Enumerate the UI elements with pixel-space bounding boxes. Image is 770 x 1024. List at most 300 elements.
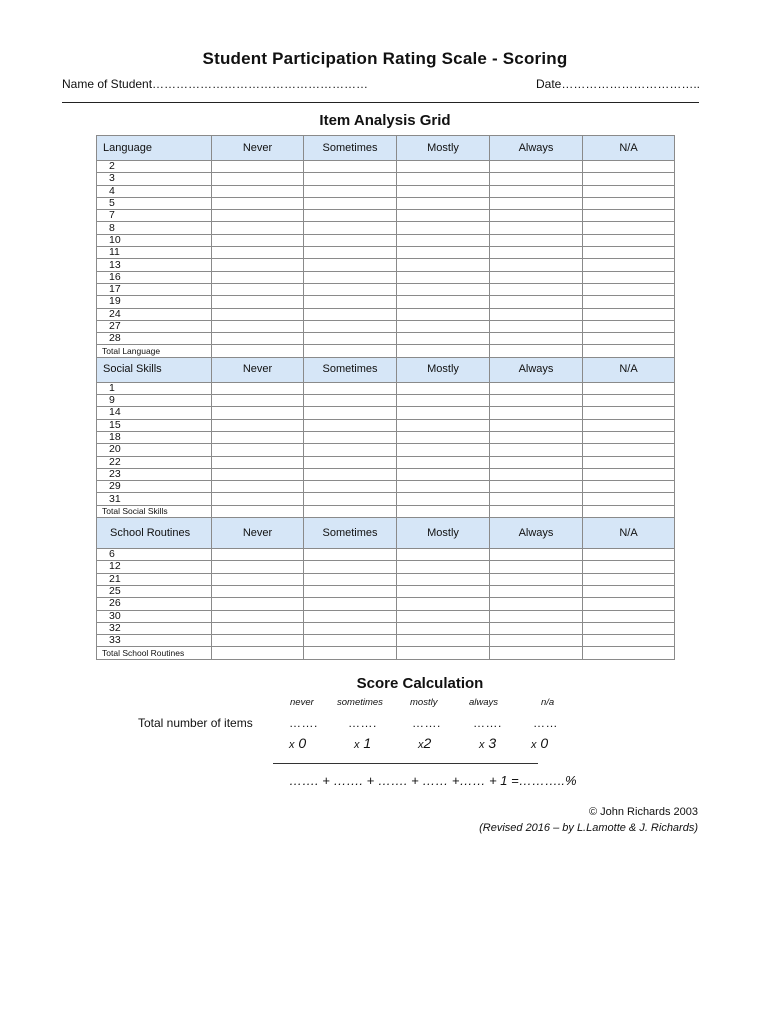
item-row [97, 573, 675, 585]
item-number: 28 [97, 333, 212, 345]
rating-cell[interactable] [304, 549, 397, 561]
rating-cell[interactable] [490, 585, 583, 597]
rating-cell[interactable] [304, 431, 397, 443]
rating-cell[interactable] [397, 468, 490, 480]
rating-cell[interactable] [304, 283, 397, 295]
rating-cell[interactable] [397, 222, 490, 234]
rating-cell[interactable] [397, 333, 490, 345]
always-count-blank[interactable]: ……. [473, 716, 502, 730]
rating-cell[interactable] [397, 585, 490, 597]
column-header: Mostly [397, 357, 490, 382]
rating-cell[interactable] [397, 635, 490, 647]
rating-cell[interactable] [583, 210, 675, 222]
rating-cell[interactable] [583, 561, 675, 573]
total-row [97, 345, 675, 357]
rating-cell[interactable] [490, 549, 583, 561]
rating-cell[interactable] [490, 431, 583, 443]
rating-cell[interactable] [212, 296, 304, 308]
item-number: 3 [97, 173, 212, 185]
item-row [97, 635, 675, 647]
rating-cell[interactable] [304, 296, 397, 308]
rating-cell[interactable] [583, 481, 675, 493]
calc-col-never: never [290, 697, 314, 708]
rating-cell[interactable] [212, 395, 304, 407]
item-row [97, 561, 675, 573]
rating-cell[interactable] [583, 444, 675, 456]
date-field[interactable]: Date…………………………….. [536, 77, 701, 91]
rating-cell[interactable] [397, 444, 490, 456]
rating-cell[interactable] [583, 382, 675, 394]
item-row [97, 622, 675, 634]
score-formula: ……. + ……. + ……. + …… +…… + 1 =………..% [289, 773, 577, 788]
rating-cell[interactable] [304, 308, 397, 320]
total-cell[interactable] [583, 505, 675, 517]
multiplier-sometimes: x 1 [354, 735, 372, 751]
rating-cell[interactable] [212, 407, 304, 419]
total-label: Total School Routines [97, 647, 212, 659]
rating-cell[interactable] [583, 493, 675, 505]
rating-cell[interactable] [397, 561, 490, 573]
column-header: Sometimes [304, 357, 397, 382]
item-number: 27 [97, 320, 212, 332]
rating-cell[interactable] [304, 635, 397, 647]
calc-col-sometimes: sometimes [337, 697, 383, 708]
item-row [97, 296, 675, 308]
rating-cell[interactable] [397, 456, 490, 468]
item-row [97, 271, 675, 283]
rating-cell[interactable] [397, 259, 490, 271]
rating-cell[interactable] [583, 468, 675, 480]
item-number: 10 [97, 234, 212, 246]
rating-cell[interactable] [397, 395, 490, 407]
rating-cell[interactable] [583, 333, 675, 345]
item-row [97, 407, 675, 419]
calculation-divider [273, 763, 538, 764]
section-header-language [97, 136, 675, 161]
rating-cell[interactable] [212, 333, 304, 345]
item-number: 8 [97, 222, 212, 234]
rating-cell[interactable] [397, 481, 490, 493]
item-number: 17 [97, 283, 212, 295]
item-row [97, 283, 675, 295]
item-row [97, 493, 675, 505]
rating-cell[interactable] [304, 234, 397, 246]
rating-cell[interactable] [583, 407, 675, 419]
total-cell[interactable] [212, 345, 304, 357]
total-label: Total Social Skills [97, 505, 212, 517]
mostly-count-blank[interactable]: ……. [412, 716, 441, 730]
rating-cell[interactable] [583, 247, 675, 259]
rating-cell[interactable] [490, 444, 583, 456]
item-number: 16 [97, 271, 212, 283]
rating-cell[interactable] [304, 210, 397, 222]
rating-cell[interactable] [212, 431, 304, 443]
rating-cell[interactable] [583, 308, 675, 320]
item-number: 20 [97, 444, 212, 456]
column-header: Sometimes [304, 518, 397, 549]
item-row [97, 320, 675, 332]
rating-cell[interactable] [304, 573, 397, 585]
rating-cell[interactable] [490, 419, 583, 431]
rating-cell[interactable] [397, 622, 490, 634]
rating-cell[interactable] [212, 444, 304, 456]
column-header: Always [490, 136, 583, 161]
rating-cell[interactable] [212, 185, 304, 197]
rating-cell[interactable] [583, 296, 675, 308]
rating-cell[interactable] [397, 419, 490, 431]
rating-cell[interactable] [212, 622, 304, 634]
rating-cell[interactable] [212, 161, 304, 173]
rating-cell[interactable] [304, 197, 397, 209]
rating-cell[interactable] [583, 585, 675, 597]
rating-cell[interactable] [490, 622, 583, 634]
total-cell[interactable] [304, 505, 397, 517]
total-items-label: Total number of items [138, 716, 253, 730]
rating-cell[interactable] [490, 573, 583, 585]
column-header: N/A [583, 136, 675, 161]
rating-cell[interactable] [490, 222, 583, 234]
column-header: Always [490, 357, 583, 382]
score-calculation-title: Score Calculation [356, 675, 484, 692]
item-number: 5 [97, 197, 212, 209]
rating-cell[interactable] [212, 635, 304, 647]
sometimes-count-blank[interactable]: ……. [348, 716, 377, 730]
rating-cell[interactable] [212, 493, 304, 505]
rating-cell[interactable] [490, 197, 583, 209]
item-row [97, 161, 675, 173]
rating-cell[interactable] [490, 635, 583, 647]
item-row [97, 468, 675, 480]
rating-cell[interactable] [304, 173, 397, 185]
rating-cell[interactable] [490, 481, 583, 493]
total-cell[interactable] [490, 345, 583, 357]
item-number: 1 [97, 382, 212, 394]
rating-cell[interactable] [397, 161, 490, 173]
column-header: N/A [583, 518, 675, 549]
rating-cell[interactable] [304, 561, 397, 573]
item-row [97, 222, 675, 234]
rating-cell[interactable] [304, 444, 397, 456]
rating-cell[interactable] [212, 234, 304, 246]
total-cell[interactable] [583, 345, 675, 357]
total-row [97, 647, 675, 659]
total-cell[interactable] [397, 647, 490, 659]
item-row [97, 419, 675, 431]
rating-cell[interactable] [490, 283, 583, 295]
rating-cell[interactable] [583, 161, 675, 173]
rating-cell[interactable] [212, 382, 304, 394]
item-number: 13 [97, 259, 212, 271]
rating-cell[interactable] [490, 382, 583, 394]
item-row [97, 610, 675, 622]
item-row [97, 481, 675, 493]
total-cell[interactable] [212, 647, 304, 659]
item-number: 21 [97, 573, 212, 585]
rating-cell[interactable] [212, 259, 304, 271]
item-number: 33 [97, 635, 212, 647]
rating-cell[interactable] [304, 247, 397, 259]
rating-cell[interactable] [212, 610, 304, 622]
rating-cell[interactable] [304, 395, 397, 407]
rating-cell[interactable] [583, 598, 675, 610]
rating-cell[interactable] [490, 493, 583, 505]
rating-cell[interactable] [583, 622, 675, 634]
rating-cell[interactable] [304, 493, 397, 505]
column-header: Never [212, 136, 304, 161]
column-header: N/A [583, 357, 675, 382]
item-number: 29 [97, 481, 212, 493]
rating-cell[interactable] [583, 197, 675, 209]
rating-cell[interactable] [212, 271, 304, 283]
item-number: 32 [97, 622, 212, 634]
total-cell[interactable] [583, 647, 675, 659]
multiplier-never: x 0 [289, 735, 307, 751]
item-row [97, 598, 675, 610]
rating-cell[interactable] [583, 173, 675, 185]
rating-cell[interactable] [397, 320, 490, 332]
rating-cell[interactable] [304, 382, 397, 394]
rating-cell[interactable] [490, 610, 583, 622]
item-row [97, 395, 675, 407]
rating-cell[interactable] [304, 598, 397, 610]
calc-col-always: always [469, 697, 499, 708]
rating-cell[interactable] [212, 308, 304, 320]
item-row [97, 333, 675, 345]
rating-cell[interactable] [397, 493, 490, 505]
item-row [97, 456, 675, 468]
rating-cell[interactable] [583, 283, 675, 295]
item-number: 30 [97, 610, 212, 622]
rating-cell[interactable] [212, 419, 304, 431]
rating-cell[interactable] [583, 320, 675, 332]
item-number: 22 [97, 456, 212, 468]
column-header: Never [212, 357, 304, 382]
rating-cell[interactable] [490, 395, 583, 407]
rating-cell[interactable] [212, 598, 304, 610]
item-row [97, 585, 675, 597]
rating-cell[interactable] [304, 622, 397, 634]
item-number: 4 [97, 185, 212, 197]
rating-cell[interactable] [304, 407, 397, 419]
item-number: 23 [97, 468, 212, 480]
rating-cell[interactable] [397, 210, 490, 222]
rating-cell[interactable] [212, 247, 304, 259]
rating-cell[interactable] [304, 271, 397, 283]
item-number: 19 [97, 296, 212, 308]
rating-cell[interactable] [397, 549, 490, 561]
column-header: Never [212, 518, 304, 549]
rating-cell[interactable] [490, 308, 583, 320]
item-number: 24 [97, 308, 212, 320]
item-row [97, 308, 675, 320]
section-label: Language [97, 136, 212, 161]
rating-cell[interactable] [583, 234, 675, 246]
total-row [97, 505, 675, 517]
item-row [97, 197, 675, 209]
multiplier-na: x 0 [531, 735, 549, 751]
rating-cell[interactable] [304, 585, 397, 597]
column-header: Mostly [397, 136, 490, 161]
rating-cell[interactable] [397, 234, 490, 246]
rating-cell[interactable] [583, 573, 675, 585]
item-row [97, 549, 675, 561]
item-analysis-grid [96, 135, 675, 660]
item-number: 14 [97, 407, 212, 419]
rating-cell[interactable] [304, 481, 397, 493]
item-number: 9 [97, 395, 212, 407]
item-row [97, 234, 675, 246]
item-number: 25 [97, 585, 212, 597]
rating-cell[interactable] [583, 549, 675, 561]
rating-cell[interactable] [583, 610, 675, 622]
total-cell[interactable] [304, 345, 397, 357]
rating-cell[interactable] [490, 185, 583, 197]
rating-cell[interactable] [397, 296, 490, 308]
rating-cell[interactable] [397, 308, 490, 320]
na-count-blank[interactable]: …… [533, 716, 558, 730]
item-number: 6 [97, 549, 212, 561]
total-cell[interactable] [490, 647, 583, 659]
rating-cell[interactable] [212, 468, 304, 480]
rating-cell[interactable] [490, 456, 583, 468]
item-row [97, 382, 675, 394]
rating-cell[interactable] [397, 598, 490, 610]
revision-note: (Revised 2016 – by L.Lamotte & J. Richards) [479, 822, 698, 834]
rating-cell[interactable] [583, 635, 675, 647]
rating-cell[interactable] [397, 610, 490, 622]
rating-cell[interactable] [490, 173, 583, 185]
rating-cell[interactable] [583, 456, 675, 468]
rating-cell[interactable] [397, 283, 490, 295]
rating-cell[interactable] [212, 585, 304, 597]
rating-cell[interactable] [490, 271, 583, 283]
calc-col-na: n/a [541, 697, 555, 708]
rating-cell[interactable] [397, 382, 490, 394]
rating-cell[interactable] [212, 283, 304, 295]
page-title: Student Participation Rating Scale - Scoring [202, 49, 568, 68]
section-header-social [97, 357, 675, 382]
rating-cell[interactable] [212, 320, 304, 332]
rating-cell[interactable] [397, 197, 490, 209]
rating-cell[interactable] [490, 210, 583, 222]
rating-cell[interactable] [212, 481, 304, 493]
total-cell[interactable] [397, 345, 490, 357]
section-label: School Routines [97, 518, 212, 549]
student-name-field[interactable]: Name of Student……………………………………………… [62, 77, 369, 91]
multiplier-mostly: x2 [418, 735, 432, 751]
rating-cell[interactable] [212, 561, 304, 573]
rating-cell[interactable] [490, 247, 583, 259]
rating-cell[interactable] [397, 573, 490, 585]
rating-cell[interactable] [583, 271, 675, 283]
rating-cell[interactable] [490, 234, 583, 246]
item-row [97, 210, 675, 222]
rating-cell[interactable] [490, 407, 583, 419]
item-number: 12 [97, 561, 212, 573]
rating-cell[interactable] [490, 296, 583, 308]
item-number: 7 [97, 210, 212, 222]
rating-cell[interactable] [397, 271, 490, 283]
item-row [97, 185, 675, 197]
item-number: 15 [97, 419, 212, 431]
column-header: Always [490, 518, 583, 549]
item-number: 2 [97, 161, 212, 173]
total-cell[interactable] [304, 647, 397, 659]
item-row [97, 431, 675, 443]
section-label: Social Skills [97, 357, 212, 382]
never-count-blank[interactable]: ……. [289, 716, 318, 730]
rating-cell[interactable] [212, 222, 304, 234]
item-number: 31 [97, 493, 212, 505]
rating-cell[interactable] [397, 247, 490, 259]
rating-cell[interactable] [583, 395, 675, 407]
total-cell[interactable] [212, 505, 304, 517]
rating-cell[interactable] [397, 173, 490, 185]
rating-cell[interactable] [397, 407, 490, 419]
item-number: 11 [97, 247, 212, 259]
multiplier-always: x 3 [479, 735, 497, 751]
rating-cell[interactable] [490, 333, 583, 345]
column-header: Mostly [397, 518, 490, 549]
item-number: 18 [97, 431, 212, 443]
rating-cell[interactable] [304, 419, 397, 431]
rating-cell[interactable] [583, 185, 675, 197]
total-cell[interactable] [490, 505, 583, 517]
rating-cell[interactable] [490, 320, 583, 332]
rating-cell[interactable] [490, 468, 583, 480]
rating-cell[interactable] [397, 185, 490, 197]
rating-cell[interactable] [212, 456, 304, 468]
rating-cell[interactable] [490, 161, 583, 173]
item-row [97, 444, 675, 456]
rating-cell[interactable] [304, 320, 397, 332]
rating-cell[interactable] [304, 456, 397, 468]
grid-title: Item Analysis Grid [319, 112, 451, 129]
rating-cell[interactable] [304, 259, 397, 271]
rating-cell[interactable] [212, 210, 304, 222]
item-number: 26 [97, 598, 212, 610]
item-row [97, 247, 675, 259]
calc-col-mostly: mostly [410, 697, 438, 708]
rating-cell[interactable] [397, 431, 490, 443]
rating-cell[interactable] [583, 419, 675, 431]
rating-cell[interactable] [304, 222, 397, 234]
section-header-school [97, 518, 675, 549]
copyright-note: © John Richards 2003 [588, 806, 698, 818]
item-row [97, 259, 675, 271]
column-header: Sometimes [304, 136, 397, 161]
total-label: Total Language [97, 345, 212, 357]
rating-cell[interactable] [212, 197, 304, 209]
rating-cell[interactable] [304, 185, 397, 197]
rating-cell[interactable] [583, 222, 675, 234]
item-row [97, 173, 675, 185]
rating-cell[interactable] [212, 173, 304, 185]
header-divider [62, 102, 699, 103]
rating-cell[interactable] [490, 259, 583, 271]
rating-cell[interactable] [490, 598, 583, 610]
rating-cell[interactable] [490, 561, 583, 573]
rating-cell[interactable] [583, 259, 675, 271]
total-cell[interactable] [397, 505, 490, 517]
rating-cell[interactable] [304, 468, 397, 480]
rating-cell[interactable] [304, 610, 397, 622]
rating-cell[interactable] [304, 333, 397, 345]
rating-cell[interactable] [583, 431, 675, 443]
rating-cell[interactable] [212, 549, 304, 561]
rating-cell[interactable] [304, 161, 397, 173]
rating-cell[interactable] [212, 573, 304, 585]
